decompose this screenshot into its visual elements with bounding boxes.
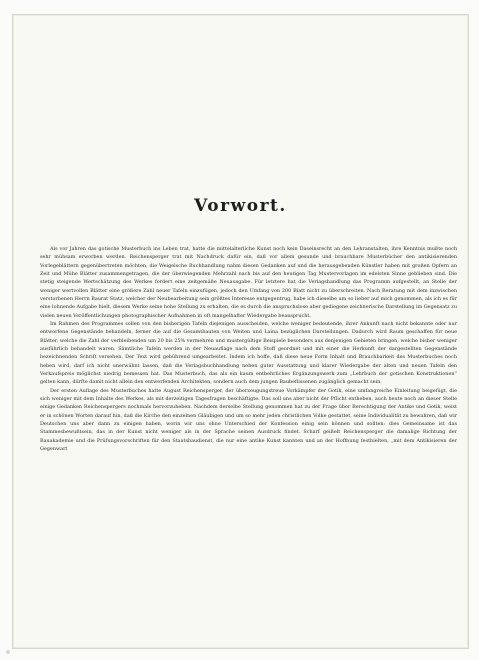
scan-speck [6, 650, 10, 654]
paragraph-2: Im Rahmen des Programmes sollen von den bisherigen Tafeln diejenigen ausscheiden, welche weniger bedeutende, ihrer Ankunft nach nicht bekannte oder nur entworfene Gegenstände behandeln, ferner die auf die Gesamtbauten von Weiten und Laina bezüglichen Darstellungen. Dadurch wird Raum geschaffen für neue Blätter, welche die Zahl der verbleibenden um 20 bis 25% vermehren und mustergültige Beispiele besonders aus denjenigen Gebieten bringen, welche bisher weniger ausführlich behandelt waren. Sämtliche Tafeln werden in der Neuauflage nach dem Stoff geordnet und mit einer die Herkunft der dargestellten Gegenstände bezeichnenden Schrift versehen. Der Text wird gebührend umgearbeitet. Indem ich hoffe, daß diese neue Form Inhalt und Brauchbarkeit des Musterbuches noch heben wird, darf ich nicht unerwähnt lassen, daß die Verlagsbuchhandlung neben guter Ausstattung und klarer Wiedergabe der alten und neuen Tafeln den Verkaufspreis möglichst niedrig bemessen hat. Das Musterbuch, das als ein kaum entbehrliches Ergänzungswerk zum „Lehrbuch der gotischen Konstruktionen“ gelten kann, dürfte damit nicht allein den entwerfenden Architekten, sondern auch dem jungen Baubeflissenen zugänglich gemacht sein. [40, 320, 457, 386]
paragraph-1: Als vor Jahren das gotische Musterbuch ins Leben trat, hatte die mittelalterliche Kunst noch kein Daseinsrecht an den Lehranstalten, ihre Kenntnis mußte noch sehr mühsam erworben werden. Reichensperger trat mit Nachdruck dafür ein, daß vor allem gesunde und brauchbare Musterbücher den antikisierenden Vorlegeblättern gegenübertreten möchten, die Weigelsche Buchhandlung nahm diesen Gedanken auf und die herausgebenden Künstler haben mit großen Opfern an Zeit und Mühe Blätter zusammengetragen, die der überwiegenden Mehrzahl nach bis auf den heutigen Tag Mustervorlagen im edelsten Sinne geblieben sind. Die stetig steigende Wertschätzung des Werkes fordert eine zeitgemäße Neuausgabe. Für letztere hat die Verlagshandlung das Programm aufgestellt, an Stelle der weniger wertvollen Blätter eine größere Zahl neuer Tafeln einzufügen, jedoch den Umfang von 200 Blatt nicht zu überschreiten. Nach Beratung mit dem inzwischen verstorbenen Herrn Baurat Statz, welcher der Neubearbeitung sein größtes Interesse entgegentrug, habe ich dieselbe um so lieber auf mich genommen, als ich es für eine lohnende Aufgabe hielt, diesem Werke seine hohe Stellung zu erhalten, die es durch die anspruchslose aber gediegene zeichnerische Darstellung im Gegensatz zu vielen neuen Veröffentlichungen photographischer Aufnahmen in oft mangelhafter Wiedergabe beansprucht. [40, 246, 457, 319]
body-text [40, 245, 457, 453]
paragraph-3: Der ersten Auflage des Musterbuches hatte August Reichensperger, der überzeugungstreue Vorkämpfer der Gotik, eine umfangreiche Einleitung beigefügt, die sich weniger mit dem Inhalte des Werkes, als mit derzeitigen Tagesfragen beschäftigte. Das soll uns aber nicht der Pflicht entheben, auch heute noch an dieser Stelle einige Gedanken Reichenspergers nochmals hervorzuheben. Nachdem derselbe Stellung genommen hat zu der Frage über Berechtigung der Antike und Gotik, weist er in schönen Worten darauf hin, daß die Kirche den einzelnen Gläubigen und um so mehr jeden christlichen Volke gestattet, seine Individualität zu bewahren, daß wir Deutschen uns aber dann zu einigen haben, worin wir uns ohne Unterschied der Konfession einig sein können und sollten: dies Gemeinsame ist das Stammesbewußtsein, das in der Kunst nicht weniger als in der Sprache seinen Ausdruck findet. Scharf geißelt Reichensperger die damalige Richtung der Bauakademie und die Prüfungsvorschriften für den Staatsbaudienst, die nur eine antike Kunst kannten und an der Hoffnung festhielten, „mit dem Antikisieren der Gegenwart [40, 387, 457, 452]
page-title: Vorwort. [194, 196, 287, 216]
book-page [12, 14, 469, 649]
